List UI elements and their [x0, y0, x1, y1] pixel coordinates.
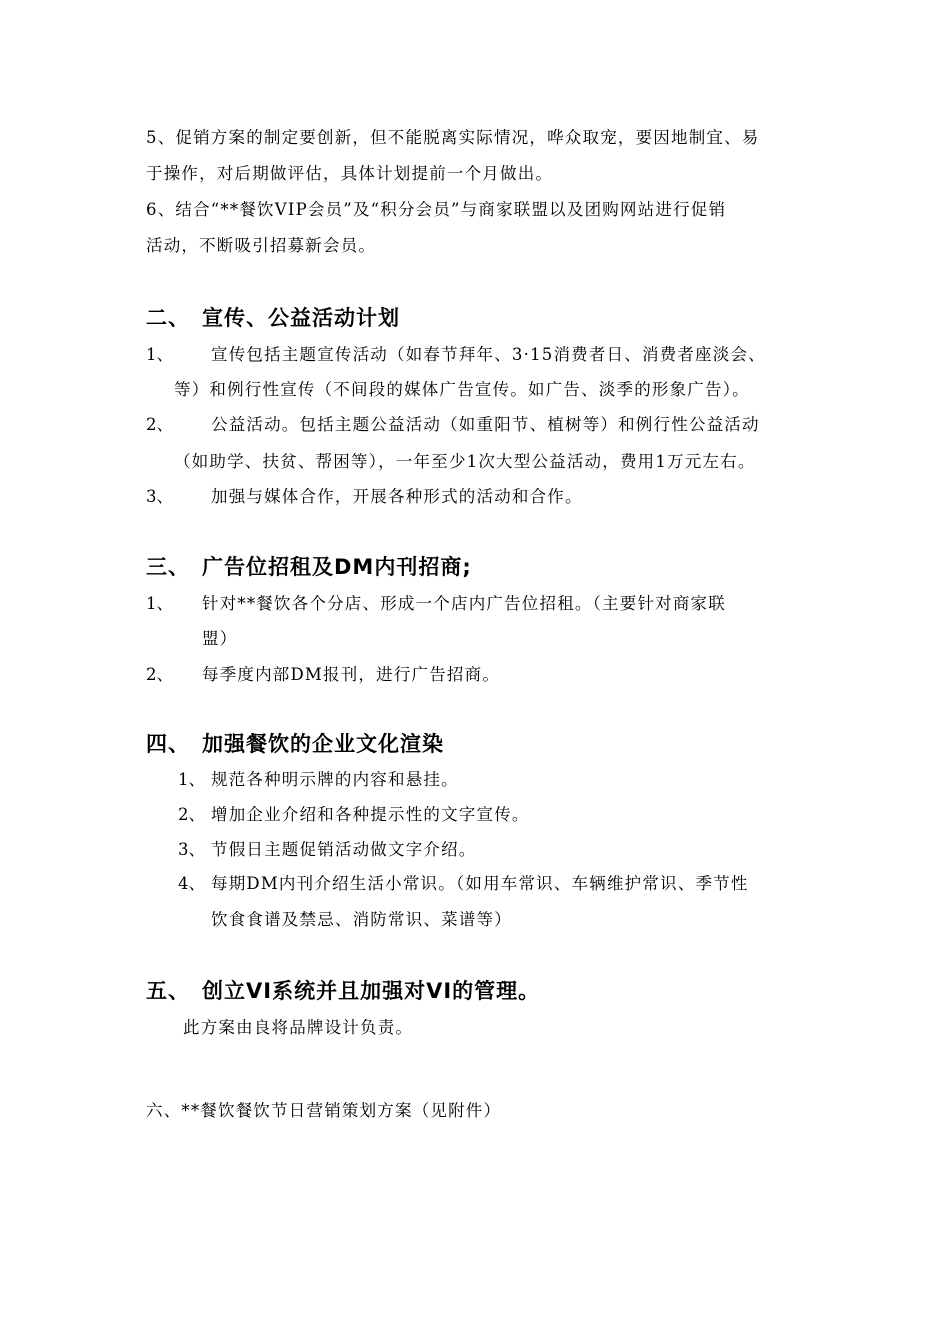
section-2-item-1-line-2: 等）和例行性宣传（不间段的媒体广告宣传。如广告、淡季的形象广告）。	[174, 380, 750, 399]
item-6-line-1: 6、结合“**餐饮VIP会员”及“积分会员”与商家联盟以及团购网站进行促销	[146, 200, 727, 219]
section-2-item-2-number: 2、	[146, 415, 173, 434]
section-2-item-1-line-1: 宣传包括主题宣传活动（如春节拜年、3·15消费者日、消费者座淡会、	[211, 345, 766, 364]
section-4-item-3-number: 3、	[178, 840, 205, 859]
section-2-heading: 宣传、公益活动计划	[202, 306, 400, 330]
item-5-line-2: 于操作，对后期做评估，具体计划提前一个月做出。	[146, 164, 554, 183]
section-5-body: 此方案由良将品牌设计负责。	[183, 1018, 414, 1037]
section-2-item-3-line-1: 加强与媒体合作，开展各种形式的活动和合作。	[211, 487, 583, 506]
section-4-item-2-number: 2、	[178, 805, 205, 824]
section-2-item-2-line-2: （如助学、扶贫、帮困等），一年至少1次大型公益活动，费用1万元左右。	[174, 452, 756, 471]
section-5-heading: 创立VI系统并且加强对VI的管理。	[202, 979, 541, 1003]
section-4-item-4-number: 4、	[178, 874, 205, 893]
section-2-item-1-number: 1、	[146, 345, 173, 364]
section-3-item-2-number: 2、	[146, 665, 173, 684]
item-6-line-2: 活动，不断吸引招募新会员。	[146, 236, 377, 255]
section-4-item-4-line-2: 饮食食谱及禁忌、消防常识、菜谱等）	[211, 910, 512, 929]
section-2-number: 二、	[146, 306, 190, 330]
section-5-number: 五、	[146, 979, 190, 1003]
section-4-heading: 加强餐饮的企业文化渲染	[202, 732, 444, 756]
section-3-item-1-number: 1、	[146, 594, 173, 613]
section-4-number: 四、	[146, 732, 190, 756]
section-6-line: 六、**餐饮餐饮节日营销策划方案（见附件）	[146, 1101, 502, 1120]
section-3-heading: 广告位招租及DM内刊招商;	[202, 555, 472, 579]
section-3-item-1-line-1: 针对**餐饮各个分店、形成一个店内广告位招租。（主要针对商家联	[202, 594, 726, 613]
section-4-item-2-line-1: 增加企业介绍和各种提示性的文字宣传。	[211, 805, 530, 824]
section-4-item-1-line-1: 规范各种明示牌的内容和悬挂。	[211, 770, 459, 789]
section-2-item-3-number: 3、	[146, 487, 173, 506]
section-3-number: 三、	[146, 555, 190, 579]
item-5-line-1: 5、促销方案的制定要创新，但不能脱离实际情况，哗众取宠，要因地制宜、易	[146, 128, 760, 147]
section-3-item-1-line-2: 盟）	[202, 629, 238, 648]
section-4-item-1-number: 1、	[178, 770, 205, 789]
section-2-item-2-line-1: 公益活动。包括主题公益活动（如重阳节、植树等）和例行性公益活动	[211, 415, 760, 434]
section-4-item-4-line-1: 每期DM内刊介绍生活小常识。（如用车常识、车辆维护常识、季节性	[211, 874, 749, 893]
section-3-item-2-line-1: 每季度内部DM报刊，进行广告招商。	[202, 665, 501, 684]
section-4-item-3-line-1: 节假日主题促销活动做文字介绍。	[211, 840, 477, 859]
